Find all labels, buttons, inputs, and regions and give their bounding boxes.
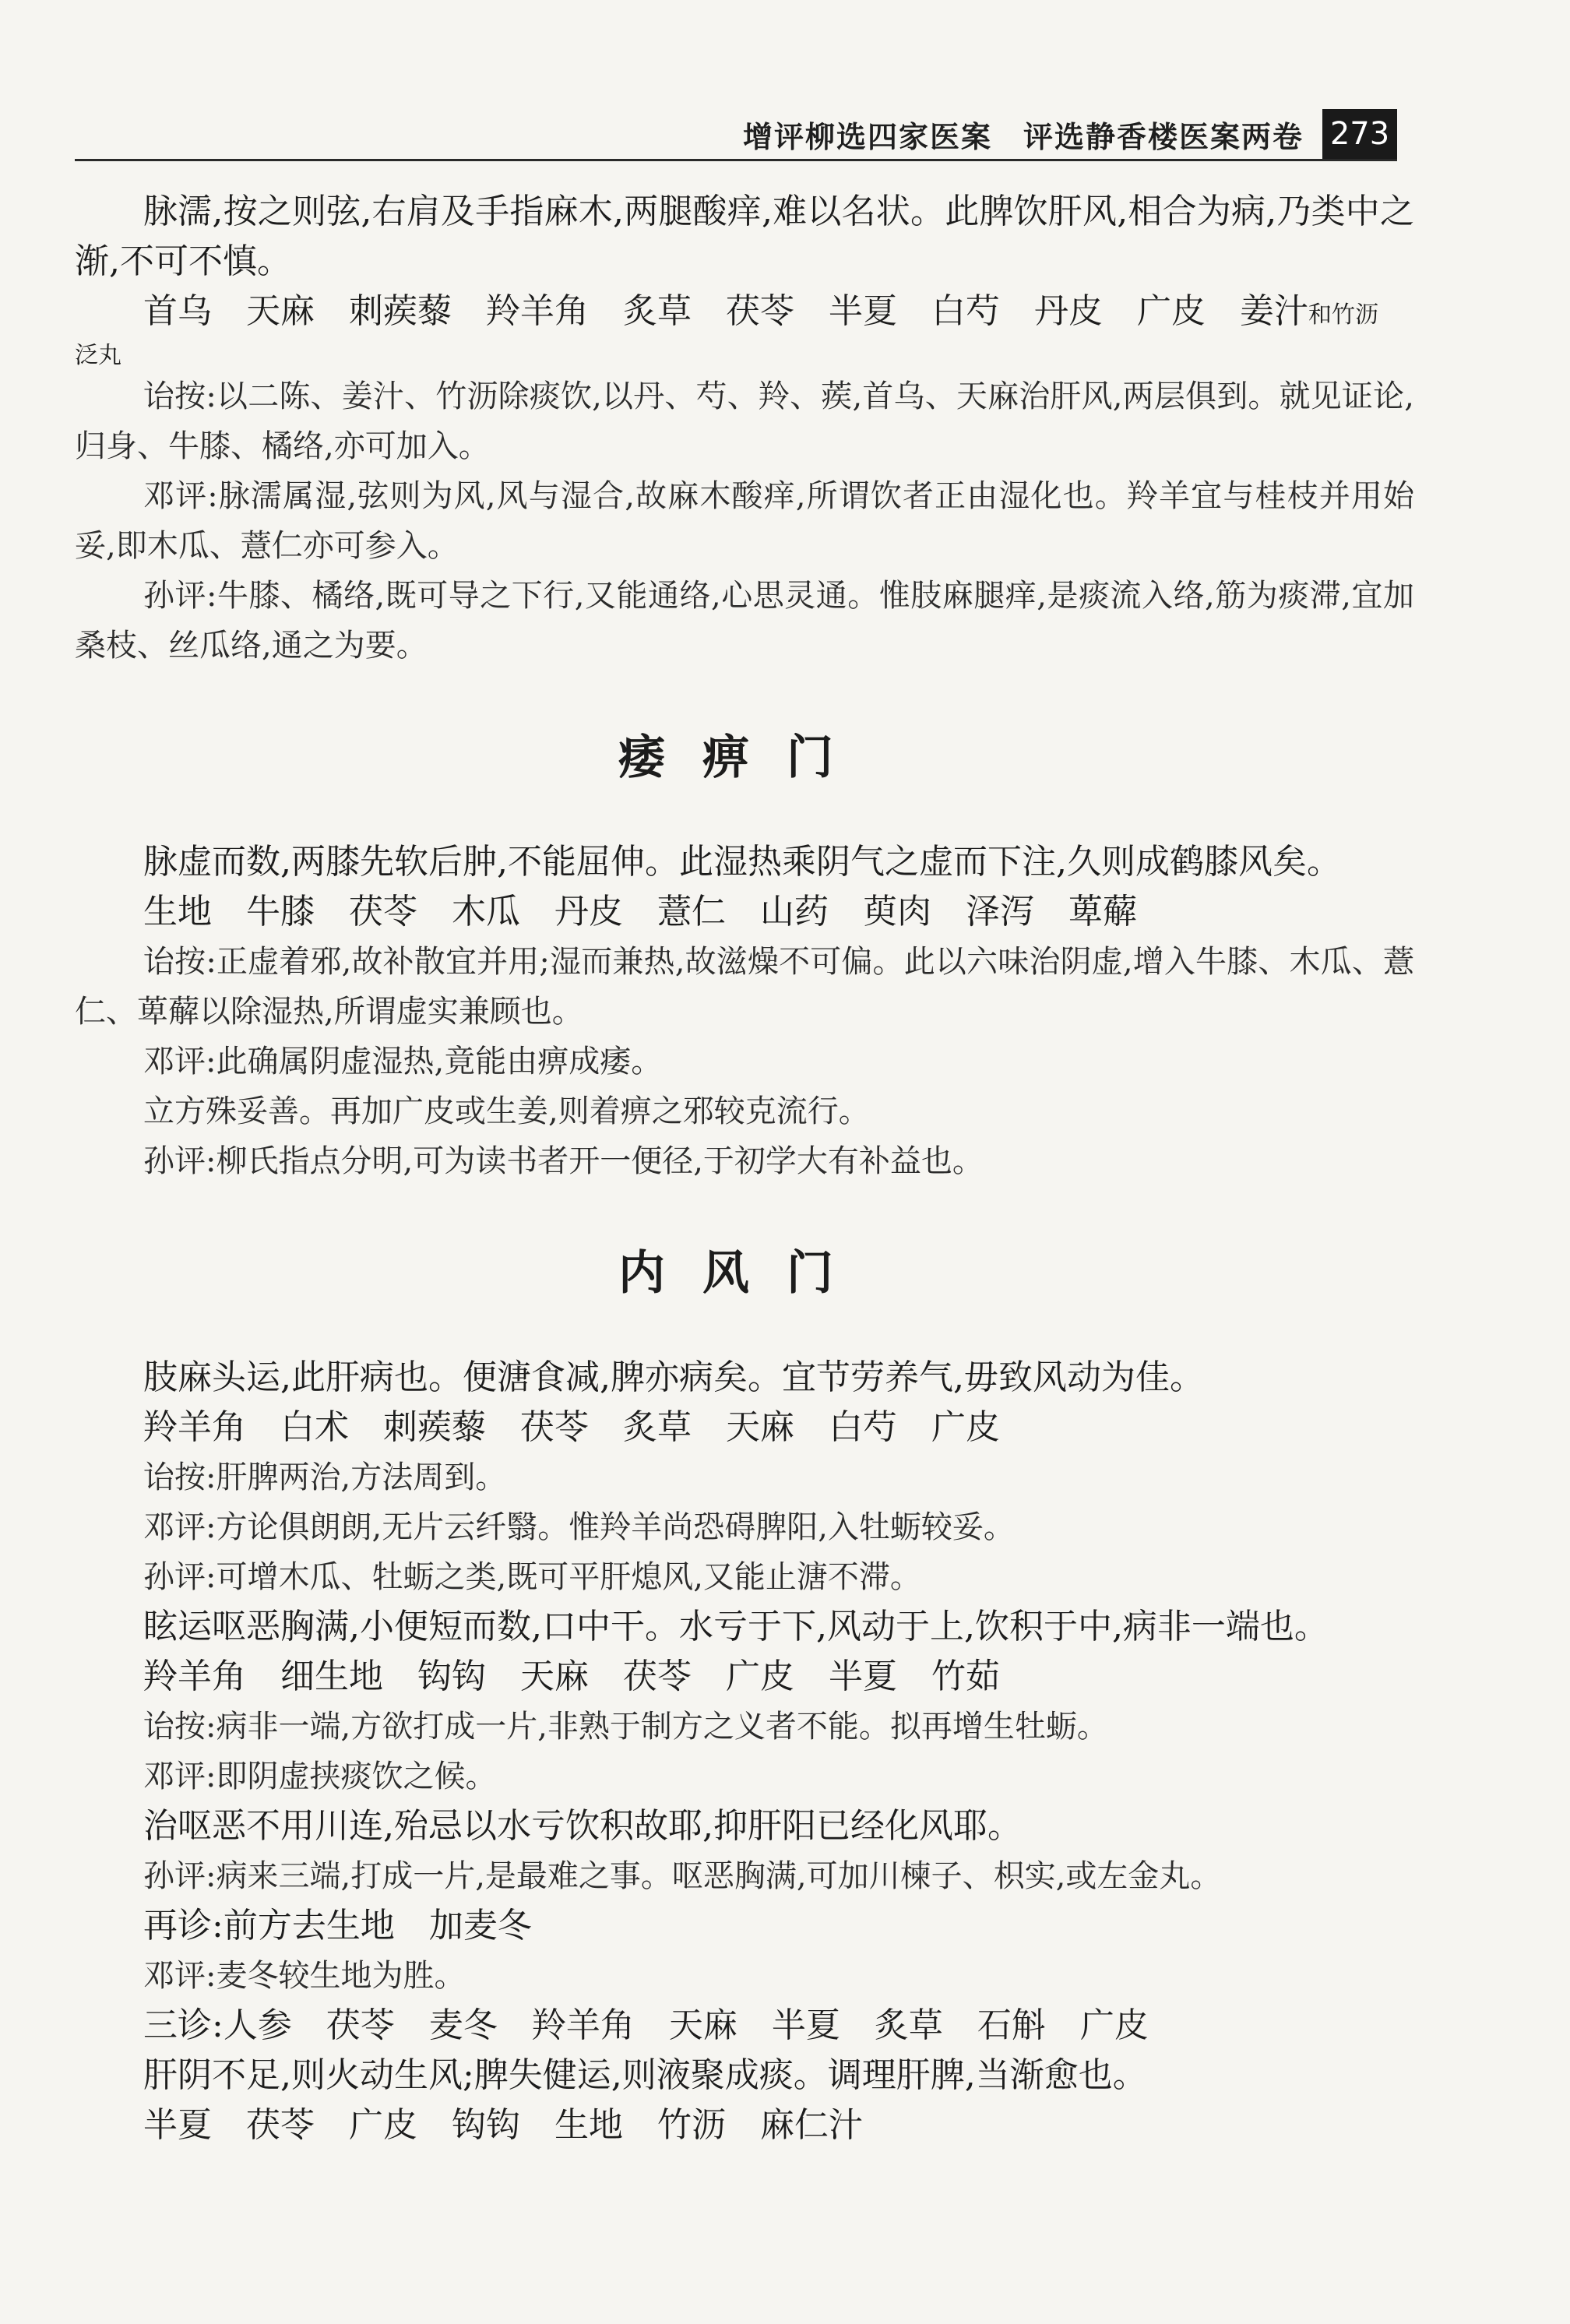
case-text: 肢麻头运,此肝病也。便溏食减,脾亦病矣。宜节劳养气,毋致风动为佳。 [143,1357,1204,1397]
case-text: 治呕恶不用川连,殆忌以水亏饮积故耶,抑肝阳已经化风耶。 [143,1806,1022,1846]
herb-note-cont: 泛丸 [75,342,121,369]
section-title: 痿痹门 [618,731,871,785]
commentary: 诒按:以二陈、姜汁、竹沥除痰饮,以丹、芍、羚、蒺,首乌、天麻治肝风,两层俱到。就见证论,归身、牛膝、橘络,亦可加入。 [75,379,1414,464]
commentary: 诒按:正虚着邪,故补散宜并用;湿而兼热,故滋燥不可偏。此以六味治阴虚,增入牛膝、木瓜、薏仁、萆薢以除湿热,所谓虚实兼顾也。 [75,944,1414,1030]
commentary: 孙评:可增木瓜、牡蛎之类,既可平肝熄风,又能止溏不滞。 [143,1559,921,1595]
herb-note: 和竹沥 [1308,301,1378,329]
herb-list: 半夏 茯苓 广皮 钩钩 生地 竹沥 麻仁汁 [143,2105,863,2145]
case-text: 肝阴不足,则火动生风;脾失健运,则液聚成痰。调理肝脾,当渐愈也。 [143,2055,1147,2095]
herb-list: 首乌 天麻 刺蒺藜 羚羊角 炙草 茯苓 半夏 白芍 丹皮 广皮 姜汁和竹沥 [143,291,1378,331]
commentary: 立方殊妥善。再加广皮或生姜,则着痹之邪较克流行。 [143,1093,870,1129]
page-body [75,187,1414,2150]
revisit-text: 再诊:前方去生地 加麦冬 [143,1906,532,1945]
commentary: 邓评:脉濡属湿,弦则为风,风与湿合,故麻木酸痒,所谓饮者正由湿化也。羚羊宜与桂枝并用始妥,即木瓜、薏仁亦可参入。 [75,478,1414,564]
section-title: 内风门 [618,1246,871,1301]
header-title: 增评柳选四家医案 评选静香楼医案两卷 [742,119,1304,154]
commentary: 邓评:麦冬较生地为胜。 [143,1958,466,1994]
commentary: 邓评:即阴虚挟痰饮之候。 [143,1759,497,1794]
commentary: 孙评:柳氏指点分明,可为读书者开一便径,于初学大有补益也。 [143,1143,984,1179]
revisit-text: 三诊:人参 茯苓 麦冬 羚羊角 天麻 半夏 炙草 石斛 广皮 [143,2005,1149,2045]
commentary: 孙评:病来三端,打成一片,是最难之事。呕恶胸满,可加川楝子、枳实,或左金丸。 [143,1858,1222,1894]
herb-list: 生地 牛膝 茯苓 木瓜 丹皮 薏仁 山药 萸肉 泽泻 萆薢 [143,892,1137,931]
commentary: 诒按:肝脾两治,方法周到。 [143,1460,507,1495]
case-text: 脉濡,按之则弦,右肩及手指麻木,两腿酸痒,难以名状。此脾饮肝风,相合为病,乃类中之渐,不可不慎。 [75,192,1414,281]
herb-list: 羚羊角 细生地 钩钩 天麻 茯苓 广皮 半夏 竹茹 [143,1657,1000,1696]
commentary: 孙评:牛膝、橘络,既可导之下行,又能通络,心思灵通。惟肢麻腿痒,是痰流入络,筋为痰滞,宜加桑枝、丝瓜络,通之为要。 [75,578,1414,664]
page-number: 273 [1322,109,1397,159]
case-text: 眩运呕恶胸满,小便短而数,口中干。水亏于下,风动于上,饮积于中,病非一端也。 [143,1607,1329,1646]
commentary: 诒按:病非一端,方欲打成一片,非熟于制方之义者不能。拟再增生牡蛎。 [143,1709,1108,1745]
running-header [75,109,1397,161]
case-text: 脉虚而数,两膝先软后肿,不能屈伸。此湿热乘阴气之虚而下注,久则成鹤膝风矣。 [143,842,1341,882]
herb-list: 羚羊角 白术 刺蒺藜 茯苓 炙草 天麻 白芍 广皮 [143,1407,1000,1447]
commentary: 邓评:方论俱朗朗,无片云纤翳。惟羚羊尚恐碍脾阳,入牡蛎较妥。 [143,1509,1015,1545]
commentary: 邓评:此确属阴虚湿热,竟能由痹成痿。 [143,1044,663,1079]
